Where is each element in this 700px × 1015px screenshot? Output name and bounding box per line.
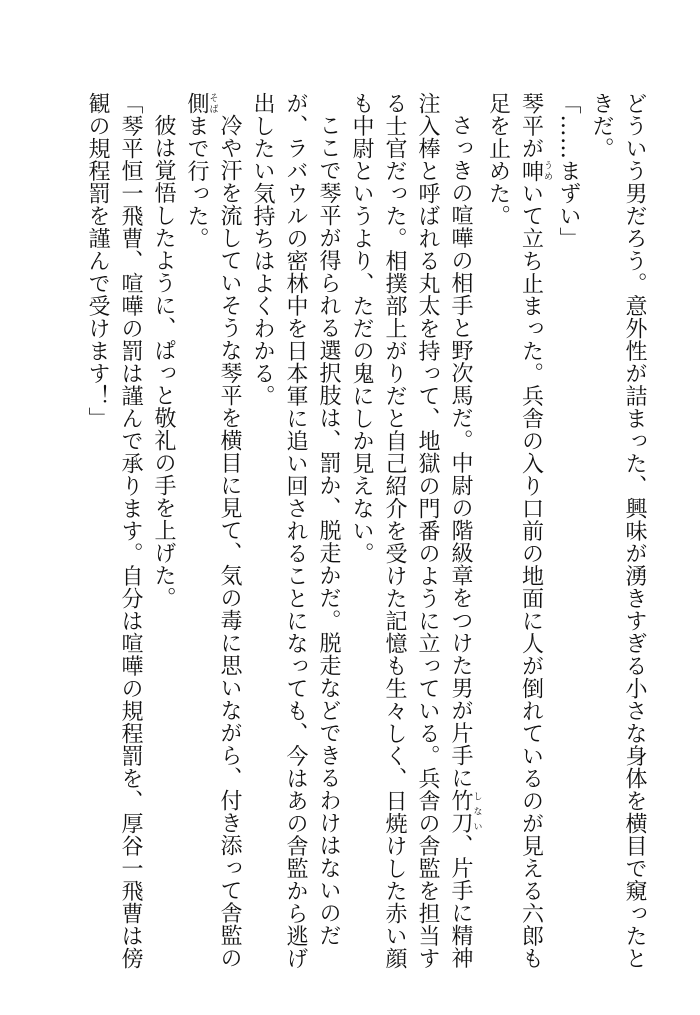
paragraph-6: 彼は覚悟したように、ぱっと敬礼の手を上げた。 [151,114,176,609]
paragraph-1: どういう男だろう。意外性が詰まった、興味が湧きすぎる小さな身体を横目で窺ったときだ。 [589,92,647,970]
paragraph-4: ここで琴平が得られる選択肢は、罰か、脱走かだ。脱走などできるわけはないのだが、ラバウルの密林中を日本軍に追い回されることになっても、今はあの舎監から逃げ出したい気持ちはよくわかる。 [250,92,341,970]
paragraph-3-before: さっきの喧嘩の相手と野次馬だ。中尉の階級章をつけた男が片手に [448,114,473,789]
paragraph-3 [345,92,482,972]
dialogue-line-2: 「琴平恒一飛曹、喧嘩の罰は謹んで承ります。自分は喧嘩の規程罰を、厚谷一飛曹は傍観の規程罰を謹んで受けます！」 [85,92,143,970]
paragraph-2-after: いて立ち止まった。兵舎の入り口前の地面に人が倒れているのが見える六郎も足を止めた。 [485,92,544,970]
paragraph-2 [482,92,553,972]
ruby-soba-reading: そば [207,92,218,115]
ruby-ume: 呻うめ [518,159,552,182]
paragraph-2-before: 琴平が [518,92,544,160]
dialogue-line-1: 「……まずい」 [556,92,581,250]
paragraph-5-after: まで行った。 [184,114,209,250]
ruby-shinai-reading: しない [471,789,482,834]
paragraph-3-after: 、片手に精神注入棒と呼ばれる丸太を持って、地獄の門番のように立っている。兵舎の舎監を担当する士官だった。相撲部上がりだと自己紹介を受けた記憶も生々しく、日焼けした赤い顔も中尉というより、ただの鬼にしか見えない。 [349,92,473,970]
ruby-soba: 側そば [184,92,218,115]
ruby-ume-reading: うめ [542,159,552,182]
paragraph-5 [180,92,246,972]
ruby-shinai: 竹刀しない [448,789,482,834]
vertical-text-body [81,92,651,972]
paragraph-5-before: 冷や汗を流していそうな琴平を横目に見て、気の毒に思いながら、付き添って舎監の [217,114,242,969]
